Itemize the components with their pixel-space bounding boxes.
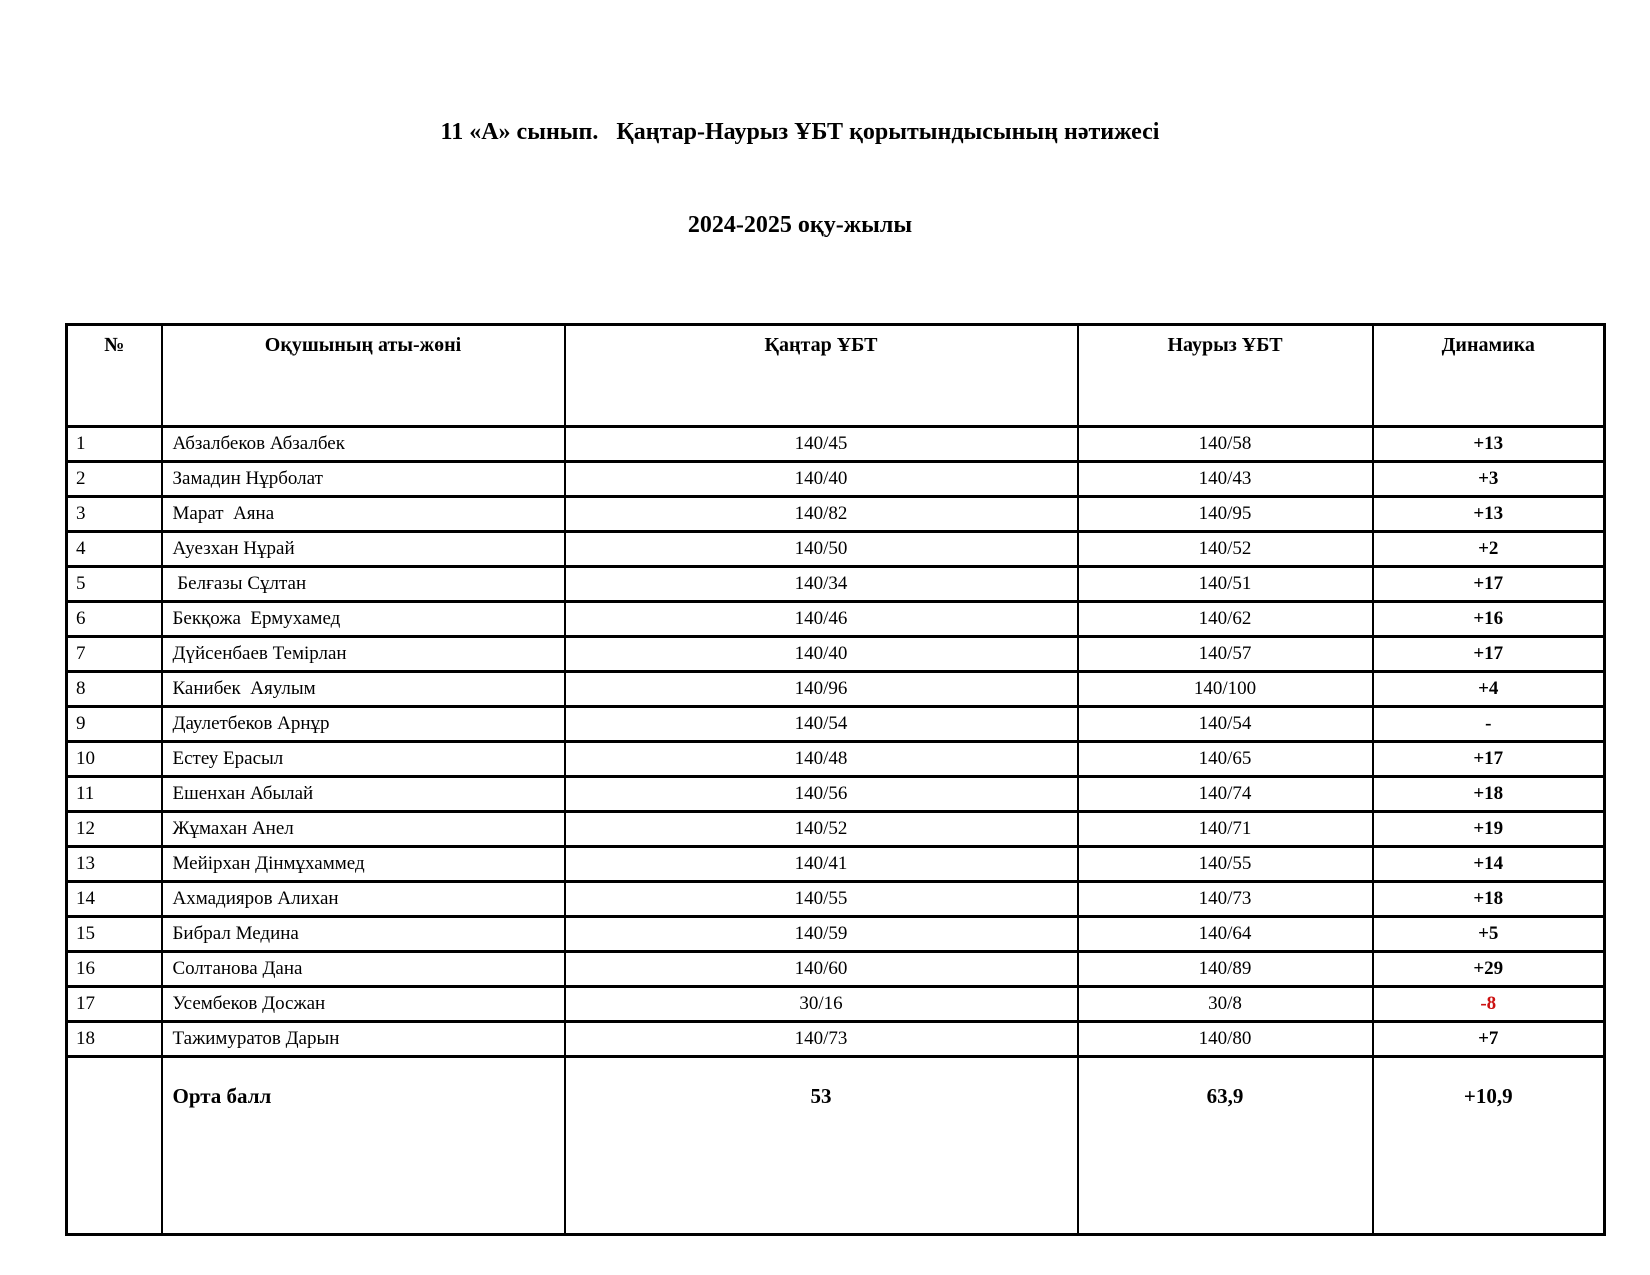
cell-march-score: 140/71: [1078, 812, 1373, 847]
cell-student-name: Канибек Аяулым: [162, 672, 565, 707]
cell-january-score: 140/60: [565, 952, 1078, 987]
cell-student-name: Даулетбеков Арнұр: [162, 707, 565, 742]
cell-dynamics: +2: [1373, 532, 1605, 567]
cell-number: 15: [67, 917, 162, 952]
cell-march-score: 140/43: [1078, 462, 1373, 497]
cell-dynamics: +18: [1373, 777, 1605, 812]
cell-march-score: 140/95: [1078, 497, 1373, 532]
results-table: [65, 323, 1606, 1236]
cell-number: 7: [67, 637, 162, 672]
cell-january-score: 140/82: [565, 497, 1078, 532]
cell-student-name: Замадин Нұрболат: [162, 462, 565, 497]
cell-number: 13: [67, 847, 162, 882]
cell-student-name: Тажимуратов Дарын: [162, 1022, 565, 1057]
cell-dynamics: +19: [1373, 812, 1605, 847]
table-row: [67, 567, 1605, 602]
cell-student-name: Бибрал Медина: [162, 917, 565, 952]
cell-student-name: Бекқожа Ермухамед: [162, 602, 565, 637]
cell-student-name: Ауезхан Нұрай: [162, 532, 565, 567]
cell-dynamics: +17: [1373, 567, 1605, 602]
cell-dynamics: +7: [1373, 1022, 1605, 1057]
cell-student-name: Мейірхан Дінмұхаммед: [162, 847, 565, 882]
cell-student-name: Усембеков Досжан: [162, 987, 565, 1022]
cell-number: 2: [67, 462, 162, 497]
cell-march-score: 140/62: [1078, 602, 1373, 637]
cell-number: 14: [67, 882, 162, 917]
cell-student-name: Абзалбеков Абзалбек: [162, 427, 565, 462]
cell-january-score: 140/34: [565, 567, 1078, 602]
cell-january-score: 140/40: [565, 637, 1078, 672]
summary-march-average: 63,9: [1078, 1057, 1373, 1235]
table-row: [67, 497, 1605, 532]
cell-student-name: Ешенхан Абылай: [162, 777, 565, 812]
cell-number: 11: [67, 777, 162, 812]
cell-dynamics: +13: [1373, 497, 1605, 532]
cell-march-score: 140/73: [1078, 882, 1373, 917]
column-header-number: №: [67, 325, 162, 427]
cell-january-score: 30/16: [565, 987, 1078, 1022]
cell-march-score: 140/52: [1078, 532, 1373, 567]
cell-january-score: 140/52: [565, 812, 1078, 847]
cell-dynamics: +17: [1373, 637, 1605, 672]
cell-dynamics: +13: [1373, 427, 1605, 462]
cell-january-score: 140/56: [565, 777, 1078, 812]
cell-dynamics: +29: [1373, 952, 1605, 987]
summary-row: [67, 1057, 1605, 1235]
cell-number: 9: [67, 707, 162, 742]
title-line-2: 2024-2025 оқу-жылы: [687, 212, 913, 238]
cell-student-name: Естеу Ерасыл: [162, 742, 565, 777]
table-row: [67, 707, 1605, 742]
cell-march-score: 140/51: [1078, 567, 1373, 602]
table-row: [67, 637, 1605, 672]
table-row: [67, 462, 1605, 497]
cell-january-score: 140/73: [565, 1022, 1078, 1057]
table-row: [67, 427, 1605, 462]
cell-dynamics: +4: [1373, 672, 1605, 707]
column-header-march-ubt: Наурыз ҰБТ: [1078, 325, 1373, 427]
cell-march-score: 140/58: [1078, 427, 1373, 462]
table-row: [67, 987, 1605, 1022]
cell-student-name: Солтанова Дана: [162, 952, 565, 987]
column-header-dynamics: Динамика: [1373, 325, 1605, 427]
cell-january-score: 140/40: [565, 462, 1078, 497]
cell-number: 1: [67, 427, 162, 462]
cell-number: 3: [67, 497, 162, 532]
table-row: [67, 882, 1605, 917]
table-row: [67, 812, 1605, 847]
cell-number: 4: [67, 532, 162, 567]
table-row: [67, 1022, 1605, 1057]
table-row: [67, 532, 1605, 567]
column-header-student-name: Оқушының аты-жөні: [162, 325, 565, 427]
cell-march-score: 140/55: [1078, 847, 1373, 882]
cell-january-score: 140/48: [565, 742, 1078, 777]
table-row: [67, 672, 1605, 707]
column-header-january-ubt: Қаңтар ҰБТ: [565, 325, 1078, 427]
cell-january-score: 140/50: [565, 532, 1078, 567]
cell-dynamics: -8: [1373, 987, 1605, 1022]
cell-number: 6: [67, 602, 162, 637]
cell-student-name: Ахмадияров Алихан: [162, 882, 565, 917]
cell-january-score: 140/55: [565, 882, 1078, 917]
cell-number: 17: [67, 987, 162, 1022]
cell-march-score: 140/57: [1078, 637, 1373, 672]
table-row: [67, 847, 1605, 882]
cell-january-score: 140/96: [565, 672, 1078, 707]
cell-number: 12: [67, 812, 162, 847]
cell-march-score: 140/64: [1078, 917, 1373, 952]
cell-january-score: 140/54: [565, 707, 1078, 742]
cell-number: 10: [67, 742, 162, 777]
summary-cell-number: [67, 1057, 162, 1235]
cell-dynamics: -: [1373, 707, 1605, 742]
title-line-1: 11 «А» сынып. Қаңтар-Наурыз ҰБТ қорытындысының нәтижесі: [440, 119, 1160, 145]
cell-march-score: 140/89: [1078, 952, 1373, 987]
cell-student-name: Дүйсенбаев Темірлан: [162, 637, 565, 672]
cell-student-name: Жұмахан Анел: [162, 812, 565, 847]
cell-january-score: 140/59: [565, 917, 1078, 952]
cell-number: 8: [67, 672, 162, 707]
cell-number: 5: [67, 567, 162, 602]
cell-student-name: Марат Аяна: [162, 497, 565, 532]
cell-number: 18: [67, 1022, 162, 1057]
cell-january-score: 140/46: [565, 602, 1078, 637]
header-row: [67, 325, 1605, 427]
cell-number: 16: [67, 952, 162, 987]
cell-march-score: 140/65: [1078, 742, 1373, 777]
table-row: [67, 742, 1605, 777]
document-title: [65, 55, 1535, 303]
cell-march-score: 140/80: [1078, 1022, 1373, 1057]
cell-dynamics: +18: [1373, 882, 1605, 917]
cell-march-score: 140/74: [1078, 777, 1373, 812]
cell-dynamics: +17: [1373, 742, 1605, 777]
summary-label: Орта балл: [162, 1057, 565, 1235]
cell-march-score: 30/8: [1078, 987, 1373, 1022]
cell-march-score: 140/100: [1078, 672, 1373, 707]
table-row: [67, 917, 1605, 952]
table-row: [67, 602, 1605, 637]
cell-dynamics: +5: [1373, 917, 1605, 952]
cell-student-name: Белғазы Сұлтан: [162, 567, 565, 602]
table-row: [67, 777, 1605, 812]
summary-dynamics-average: +10,9: [1373, 1057, 1605, 1235]
table-row: [67, 952, 1605, 987]
cell-dynamics: +3: [1373, 462, 1605, 497]
cell-dynamics: +16: [1373, 602, 1605, 637]
cell-january-score: 140/45: [565, 427, 1078, 462]
summary-january-average: 53: [565, 1057, 1078, 1235]
cell-march-score: 140/54: [1078, 707, 1373, 742]
cell-dynamics: +14: [1373, 847, 1605, 882]
cell-january-score: 140/41: [565, 847, 1078, 882]
